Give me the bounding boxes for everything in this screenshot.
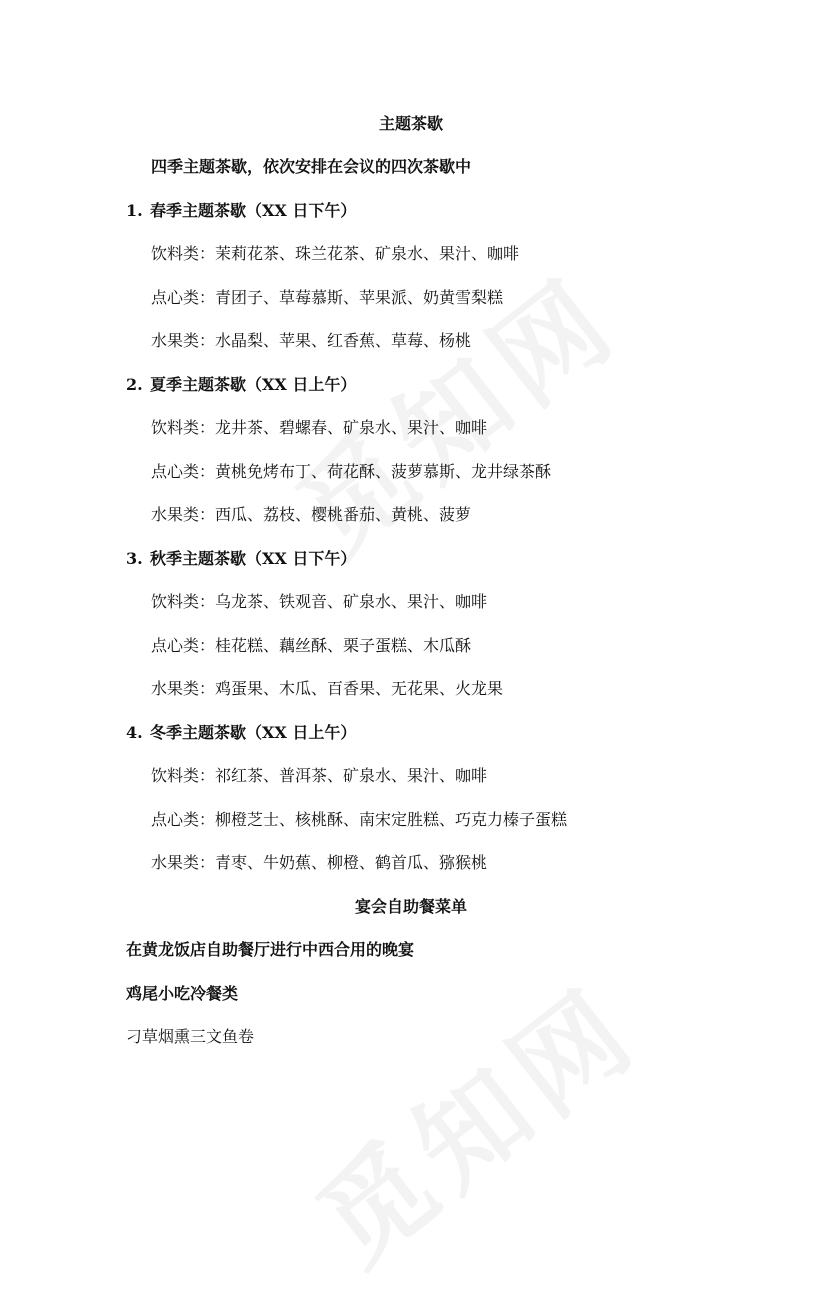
intro-text: 四季主题茶歇，依次安排在会议的四次茶歇中 — [151, 157, 472, 176]
dish-item: 刁草烟熏三文鱼卷 — [126, 1027, 255, 1046]
watermark — [280, 944, 666, 1294]
list-item: 点心类：桂花糕、藕丝酥、栗子蛋糕、木瓜酥 — [151, 636, 472, 655]
section-heading-spring — [126, 201, 356, 221]
list-item: 饮料类：乌龙茶、铁观音、矿泉水、果汁、咖啡 — [151, 592, 488, 611]
banquet-intro: 在黄龙饭店自助餐厅进行中西合用的晚宴 — [126, 940, 415, 959]
section-number: 3. — [126, 549, 143, 568]
list-item: 水果类：西瓜、荔枝、樱桃番茄、黄桃、菠萝 — [151, 505, 472, 524]
section-heading-winter — [126, 723, 356, 743]
list-item: 饮料类：龙井茶、碧螺春、矿泉水、果汁、咖啡 — [151, 418, 488, 437]
list-item: 饮料类：祁红茶、普洱茶、矿泉水、果汁、咖啡 — [151, 766, 488, 785]
section-heading-text: 春季主题茶歇（XX 日下午） — [150, 201, 357, 220]
list-item: 水果类：青枣、牛奶蕉、柳橙、鹤首瓜、猕猴桃 — [151, 853, 488, 872]
list-item: 水果类：鸡蛋果、木瓜、百香果、无花果、火龙果 — [151, 679, 504, 698]
section-number: 2. — [126, 375, 143, 394]
list-item: 点心类：黄桃免烤布丁、荷花酥、菠萝慕斯、龙井绿茶酥 — [151, 462, 552, 481]
category-heading: 鸡尾小吃冷餐类 — [126, 984, 239, 1003]
list-item: 点心类：柳橙芝士、核桃酥、南宋定胜糕、巧克力榛子蛋糕 — [151, 810, 568, 829]
list-item: 点心类：青团子、草莓慕斯、苹果派、奶黄雪梨糕 — [151, 288, 504, 307]
section-heading-summer — [126, 375, 356, 395]
section-title-buffet: 宴会自助餐菜单 — [354, 897, 467, 916]
section-heading-text: 秋季主题茶歇（XX 日下午） — [150, 549, 357, 568]
section-heading-autumn — [126, 549, 356, 569]
watermark — [260, 234, 646, 584]
list-item: 饮料类：茉莉花茶、珠兰花茶、矿泉水、果汁、咖啡 — [151, 244, 520, 263]
section-title-tea-break: 主题茶歇 — [378, 114, 443, 133]
section-number: 1. — [126, 201, 143, 220]
list-item: 水果类：水晶梨、苹果、红香蕉、草莓、杨桃 — [151, 331, 472, 350]
section-heading-text: 冬季主题茶歇（XX 日上午） — [150, 723, 357, 742]
section-number: 4. — [126, 723, 143, 742]
section-heading-text: 夏季主题茶歇（XX 日上午） — [150, 375, 357, 394]
